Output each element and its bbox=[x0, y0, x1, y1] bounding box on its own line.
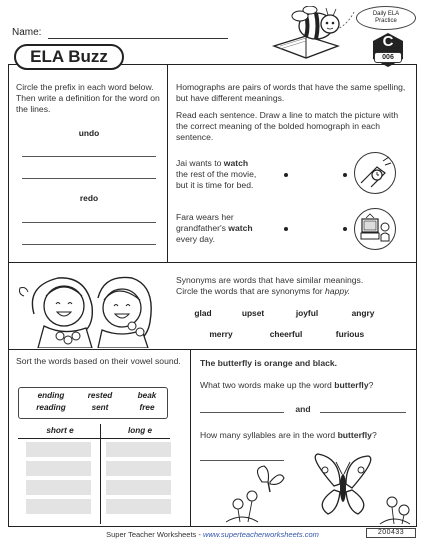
compound-question: What two words make up the word butterfly? bbox=[200, 380, 374, 390]
synonym-option[interactable]: upset bbox=[241, 308, 265, 318]
bee-reading-icon bbox=[266, 6, 358, 62]
worksheet-number: 006 bbox=[374, 52, 402, 63]
prefix-word-redo[interactable]: redo bbox=[79, 193, 99, 203]
homograph-instructions: Read each sentence. Draw a line to match the picture with the correct meaning of the bolded homograph in each sentence. bbox=[176, 110, 399, 142]
compound-answer-1[interactable] bbox=[200, 412, 284, 413]
sort-cell[interactable] bbox=[26, 499, 91, 514]
vowel-instructions: Sort the words based on their vowel sound. bbox=[16, 356, 181, 366]
sort-cell[interactable] bbox=[106, 480, 171, 495]
butterflies-illustration bbox=[222, 452, 414, 526]
wristwatch-picture bbox=[354, 152, 396, 194]
match-dot[interactable] bbox=[343, 173, 347, 177]
word-bank-item: free bbox=[139, 403, 155, 412]
divider bbox=[167, 64, 168, 262]
answer-line[interactable] bbox=[22, 222, 156, 223]
worksheet-code: 200433 bbox=[366, 528, 416, 538]
sort-cell[interactable] bbox=[26, 480, 91, 495]
answer-line[interactable] bbox=[22, 244, 156, 245]
word-bank-item: beak bbox=[137, 391, 157, 400]
and-label: and bbox=[295, 404, 311, 414]
footer: Super Teacher Worksheets - www.superteacherworksheets.com bbox=[106, 530, 319, 539]
sentence-1: Jai wants to watch the rest of the movie, but it is time for bed. bbox=[176, 158, 257, 190]
sort-cell[interactable] bbox=[106, 461, 171, 476]
divider bbox=[8, 349, 417, 350]
synonym-option[interactable]: joyful bbox=[295, 308, 319, 318]
syllable-question: How many syllables are in the word butterfly? bbox=[200, 430, 377, 440]
match-dot[interactable] bbox=[343, 227, 347, 231]
match-dot[interactable] bbox=[284, 173, 288, 177]
synonym-option[interactable]: cheerful bbox=[269, 329, 303, 339]
word-bank-item: rested bbox=[87, 391, 113, 400]
butterfly-sentence: The butterfly is orange and black. bbox=[200, 358, 338, 368]
word-bank-item: reading bbox=[36, 403, 66, 412]
answer-line[interactable] bbox=[22, 156, 156, 157]
page-title: ELA Buzz bbox=[14, 44, 124, 70]
prefix-word-undo[interactable]: undo bbox=[78, 128, 100, 138]
tv-icon bbox=[355, 209, 395, 249]
sort-cell[interactable] bbox=[106, 499, 171, 514]
level-letter: C bbox=[382, 33, 394, 50]
synonym-option[interactable]: furious bbox=[335, 329, 365, 339]
answer-line[interactable] bbox=[22, 178, 156, 179]
sentence-2: Fara wears her grandfather's watch every day. bbox=[176, 212, 253, 244]
match-dot[interactable] bbox=[284, 227, 288, 231]
divider bbox=[190, 349, 191, 527]
synonym-option[interactable]: glad bbox=[194, 308, 212, 318]
happy-girls-illustration bbox=[14, 266, 166, 348]
synonyms-intro: Synonyms are words that have similar meanings. bbox=[176, 275, 364, 285]
word-bank-item: sent bbox=[91, 403, 109, 412]
sort-table-divider bbox=[100, 424, 101, 524]
word-bank-item: ending bbox=[37, 391, 65, 400]
sort-cell[interactable] bbox=[26, 442, 91, 457]
name-label: Name: bbox=[12, 27, 42, 38]
watching-tv-picture bbox=[354, 208, 396, 250]
synonyms-instructions: Circle the words that are synonyms for happy. bbox=[176, 286, 351, 296]
compound-answer-2[interactable] bbox=[320, 412, 406, 413]
synonym-option[interactable]: angry bbox=[351, 308, 375, 318]
column-header-short-e: short e bbox=[46, 426, 74, 435]
sort-cell[interactable] bbox=[26, 461, 91, 476]
prefix-instructions: Circle the prefix in each word below. Then write a definition for the word on the lines. bbox=[16, 82, 160, 114]
divider bbox=[8, 262, 417, 263]
sort-table-rule bbox=[18, 438, 170, 439]
synonym-option[interactable]: merry bbox=[209, 329, 233, 339]
daily-practice-bubble: Daily ELA Practice bbox=[356, 6, 416, 30]
sort-cell[interactable] bbox=[106, 442, 171, 457]
footer-link[interactable]: www.superteacherworksheets.com bbox=[202, 530, 319, 539]
column-header-long-e: long e bbox=[127, 426, 153, 435]
homograph-intro: Homographs are pairs of words that have the same spelling, but have different meanings. bbox=[176, 82, 406, 103]
wristwatch-icon bbox=[355, 153, 395, 193]
name-field[interactable] bbox=[48, 38, 228, 39]
